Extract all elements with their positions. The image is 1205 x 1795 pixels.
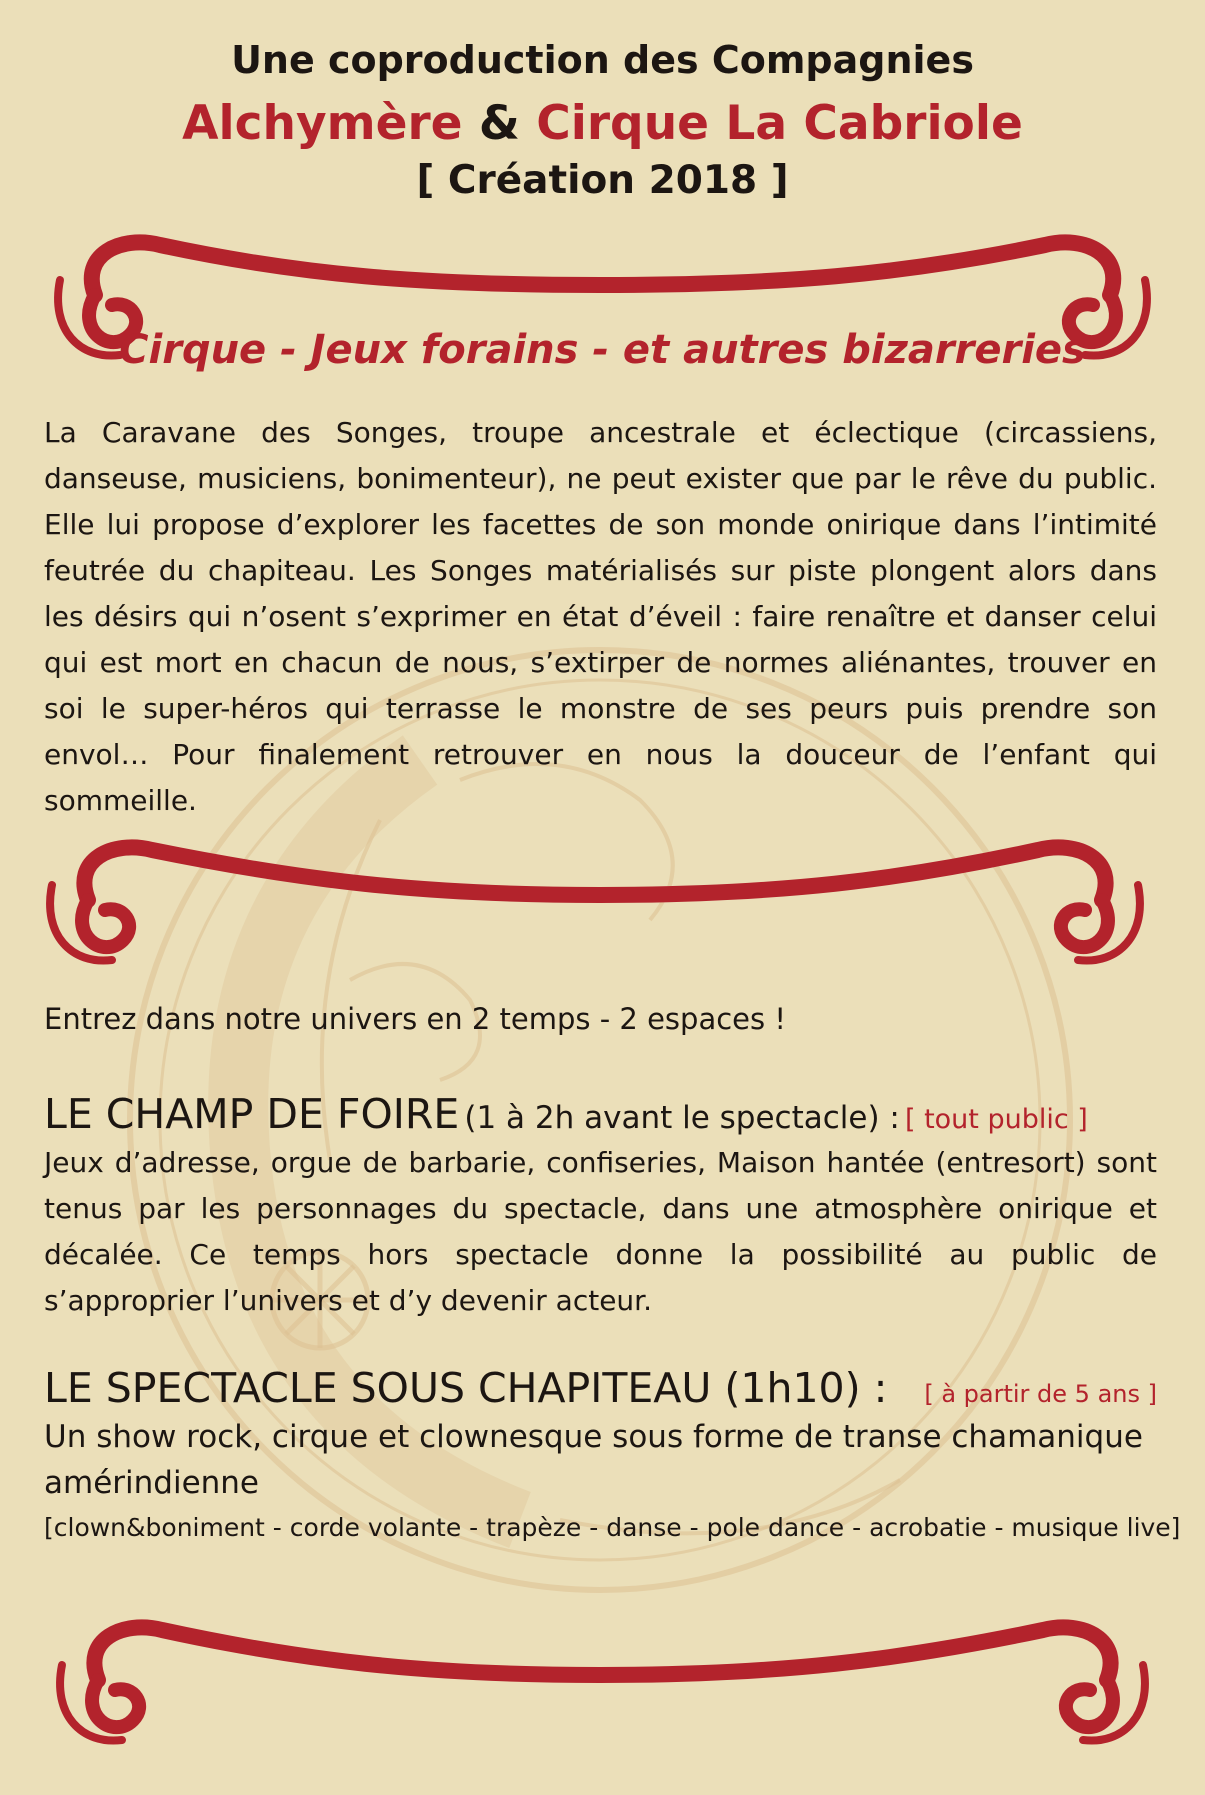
spectacle-audience: [ à partir de 5 ans ] xyxy=(924,1380,1157,1408)
swirl-divider-bottom xyxy=(60,1627,1145,1740)
creation-year: [ Création 2018 ] xyxy=(416,158,789,203)
champ-duration: (1 à 2h avant le spectacle) : xyxy=(464,1100,900,1136)
spectacle-heading xyxy=(44,1364,1157,1412)
tagline: Cirque - Jeux forains - et autres bizarreries xyxy=(119,327,1086,373)
ampersand: & xyxy=(478,96,520,151)
intro-paragraph: La Caravane des Songes, troupe ancestrale et éclectique (circassiens, danseuse, musiciens, bonimenteur), ne peut exister que par le rêve du public. Elle lui propose d’explorer les facettes de son monde onirique dans l’intimité feutrée du chapiteau. Les Songes matérialisés sur piste plongent alors dans les désirs qui n’osent s’exprimer en état d’éveil : faire renaître et danser celui qui est mort en chacun de nous, s’extirper de normes aliénantes, trouver en soi le super-héros qui terrasse le monstre de ses peurs puis prendre son envol… Pour finalement retrouver en nous la douceur de l’enfant qui sommeille. xyxy=(44,416,1157,817)
company-cirque-la-cabriole: Cirque La Cabriole xyxy=(536,96,1023,151)
company-alchymere: Alchymère xyxy=(182,96,463,151)
champ-de-foire-heading xyxy=(44,1090,1157,1138)
coproduction-line: Une coproduction des Compagnies xyxy=(231,38,974,82)
swirl-divider-middle xyxy=(50,847,1140,960)
champ-de-foire-text: Jeux d’adresse, orgue de barbarie, confiseries, Maison hantée (entresort) sont tenus par les personnages du spectacle, dans une atmosphère onirique et décalée. Ce temps hors spectacle donne la possibilité au public de s’approprier l’univers et d’y devenir acteur. xyxy=(44,1146,1157,1317)
champ-audience: [ tout public ] xyxy=(904,1104,1088,1135)
spectacle-subtitle: Un show rock, cirque et clownesque sous forme de transe chamanique amérindienne xyxy=(44,1419,1143,1501)
entrez-line: Entrez dans notre univers en 2 temps - 2 espaces ! xyxy=(44,1002,786,1036)
spectacle-disciplines: [clown&boniment - corde volante - trapèze - danse - pole dance - acrobatie - musique live] xyxy=(44,1513,1181,1542)
spectacle-title: LE SPECTACLE SOUS CHAPITEAU (1h10) : xyxy=(44,1364,888,1412)
champ-title: LE CHAMP DE FOIRE xyxy=(44,1090,460,1138)
companies-line xyxy=(0,96,1205,151)
